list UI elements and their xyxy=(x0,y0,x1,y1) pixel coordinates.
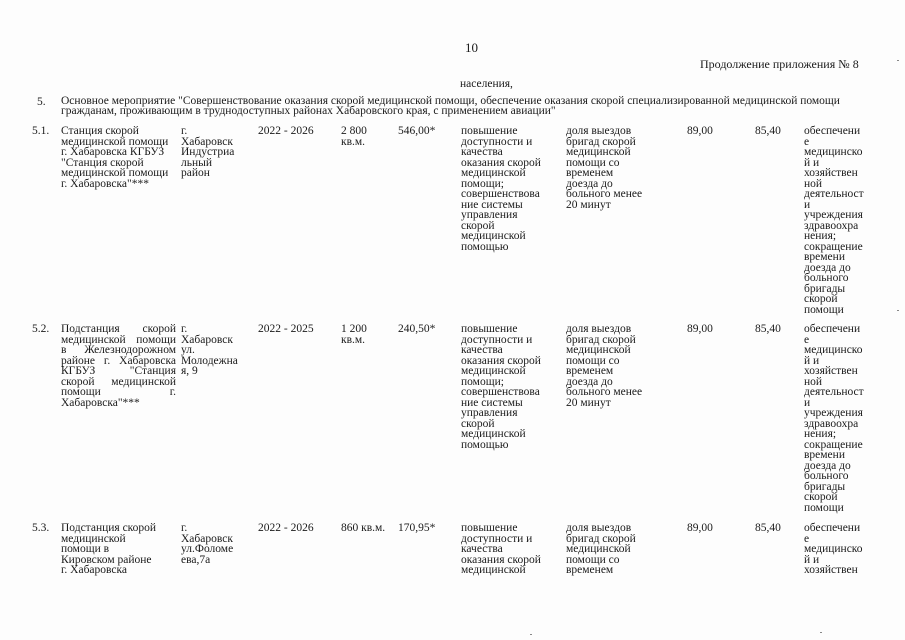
scan-speck xyxy=(820,632,822,633)
indicator: доля выездов бригад скорой медицинской помощи со временем доезда до больного менее 20 минут xyxy=(566,125,643,211)
row-number: 5.3. xyxy=(32,522,50,534)
period: 2022 - 2026 xyxy=(258,125,314,137)
indicator-value-2: 85,40 xyxy=(755,323,781,335)
page-number: 10 xyxy=(465,40,478,55)
indicator: доля выездов бригад скорой медицинской помощи со временем доезда до больного менее 20 минут xyxy=(566,323,643,409)
expected-result: обеспечени е медицинско й и хозяйствен xyxy=(804,522,863,576)
area: 860 кв.м. xyxy=(341,522,386,534)
facility-address: г. Хабаровск Индустриа льный район xyxy=(181,125,235,179)
indicator-value-1: 89,00 xyxy=(687,522,713,534)
expected-result: обеспечени е медицинско й и хозяйствен ной деятельност и учреждения здравоохра нения; сокращение времени доезда до больного бригады скорой помощи xyxy=(804,125,864,316)
cost: 546,00* xyxy=(398,125,436,137)
expected-result: обеспечени е медицинско й и хозяйствен ной деятельност и учреждения здравоохра нения; сокращение времени доезда до больного бригады скорой помощи xyxy=(804,323,864,514)
cost: 240,50* xyxy=(398,323,436,335)
period: 2022 - 2026 xyxy=(258,522,314,534)
row-number: 5.2. xyxy=(32,323,50,335)
cost: 170,95* xyxy=(398,522,436,534)
section-title: Основное мероприятие "Совершенствование оказания скорой медицинской помощи, обеспечение оказания скорой специализированной медицинской помощи гражданам, проживающим в труднодоступных районах Хабаровского края, с применением авиации" xyxy=(61,95,840,117)
goal: повышение доступности и качества оказания скорой медицинской xyxy=(461,522,541,576)
area: 1 200 кв.м. xyxy=(341,323,367,346)
facility-name: Подстанция скорой медицинской помощи в Кировском районе г. Хабаровска xyxy=(61,522,157,576)
indicator-value-1: 89,00 xyxy=(687,323,713,335)
scan-speck xyxy=(897,310,899,311)
goal: повышение доступности и качества оказания скорой медицинской помощи; совершенствова ние системы управления скорой медицинской помощью xyxy=(461,125,541,253)
indicator: доля выездов бригад скорой медицинской помощи со временем xyxy=(566,522,636,576)
facility-address: г. Хабаровск ул.Фоломе ева,7а xyxy=(181,522,234,566)
appendix-continuation: Продолжение приложения № 8 xyxy=(700,57,859,71)
area: 2 800 кв.м. xyxy=(341,125,367,148)
goal: повышение доступности и качества оказания скорой медицинской помощи; совершенствова ние системы управления скорой медицинской помощью xyxy=(461,323,541,451)
scan-speck xyxy=(530,634,532,635)
period: 2022 - 2025 xyxy=(258,323,314,335)
indicator-value-1: 89,00 xyxy=(687,125,713,137)
facility-name: Подстанция скорой медицинской помощи в Железнодорожном районе г. Хабаровска КГБУЗ "Станция скорой медицинской помощи г. Хабаровска"*** xyxy=(61,323,176,409)
indicator-value-2: 85,40 xyxy=(755,522,781,534)
facility-address: г. Хабаровск ул. Молодежна я, 9 xyxy=(181,323,238,377)
section-number: 5. xyxy=(37,96,46,108)
facility-name: Станция скорой медицинской помощи г. Хабаровска КГБУЗ "Станция скорой медицинской помощи г. Хабаровска"*** xyxy=(61,125,169,190)
scan-speck xyxy=(897,60,899,61)
indicator-value-2: 85,40 xyxy=(755,125,781,137)
previous-page-fragment: населения, xyxy=(460,78,513,90)
row-number: 5.1. xyxy=(32,125,50,137)
